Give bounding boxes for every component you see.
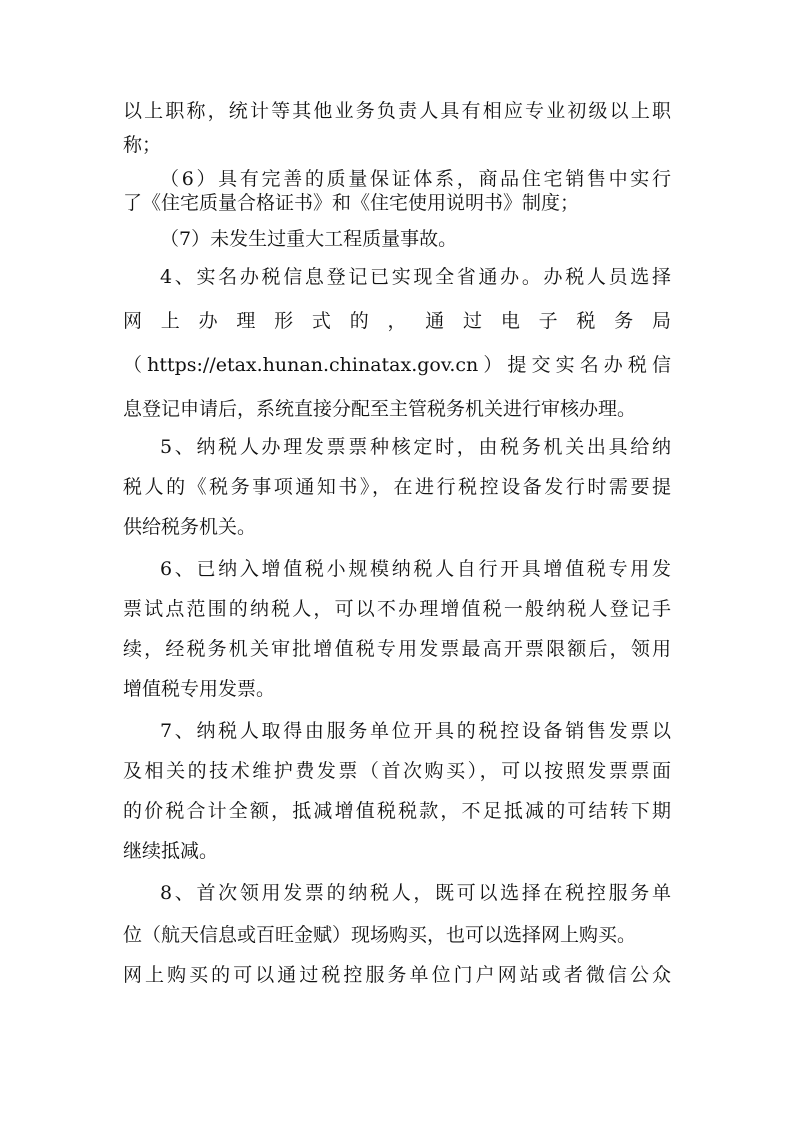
- text-line: 继续抵减。: [123, 840, 219, 862]
- text-line: 5、纳税人办理发票票种核定时，由税务机关出具给纳: [160, 436, 671, 458]
- text-line: 8、首次领用发票的纳税人，既可以选择在税控服务单: [160, 882, 671, 904]
- text-line: （https://etax.hunan.chinatax.gov.cn）提交实名办税信: [123, 354, 671, 376]
- text-line: 以上职称，统计等其他业务负责人具有相应专业初级以上职: [123, 100, 671, 122]
- text-line: 4、实名办税信息登记已实现全省通办。办税人员选择: [160, 266, 671, 288]
- text-line: 6、已纳入增值税小规模纳税人自行开具增值税专用发: [160, 558, 671, 580]
- text-line: 税人的《税务事项通知书》，在进行税控设备发行时需要提: [123, 476, 671, 498]
- text-line: 网上办理形式的，通过电子税务局: [123, 310, 671, 332]
- text-line: 续，经税务机关审批增值税专用发票最高开票限额后，领用: [123, 638, 671, 660]
- text-line: （6）具有完善的质量保证体系，商品住宅销售中实行: [160, 168, 671, 190]
- text-line: 增值税专用发票。: [123, 678, 276, 700]
- text-line: 的价税合计全额，抵减增值税税款，不足抵减的可结转下期: [123, 800, 671, 822]
- text-line: 7、纳税人取得由服务单位开具的税控设备销售发票以: [160, 720, 671, 742]
- text-line: 称；: [123, 134, 162, 156]
- text-line: 位（航天信息或百旺金赋）现场购买，也可以选择网上购买。: [123, 924, 637, 946]
- text-line: （7）未发生过重大工程质量事故。: [160, 228, 458, 250]
- text-line: 息登记申请后，系统直接分配至主管税务机关进行审核办理。: [123, 398, 637, 420]
- text-line: 了《住宅质量合格证书》和《住宅使用说明书》制度；: [123, 192, 580, 214]
- text-line: 网上购买的可以通过税控服务单位门户网站或者微信公众: [123, 964, 671, 986]
- text-line: 及相关的技术维护费发票（首次购买），可以按照发票票面: [123, 760, 671, 782]
- text-line: 票试点范围的纳税人，可以不办理增值税一般纳税人登记手: [123, 598, 671, 620]
- text-line: 供给税务机关。: [123, 516, 257, 538]
